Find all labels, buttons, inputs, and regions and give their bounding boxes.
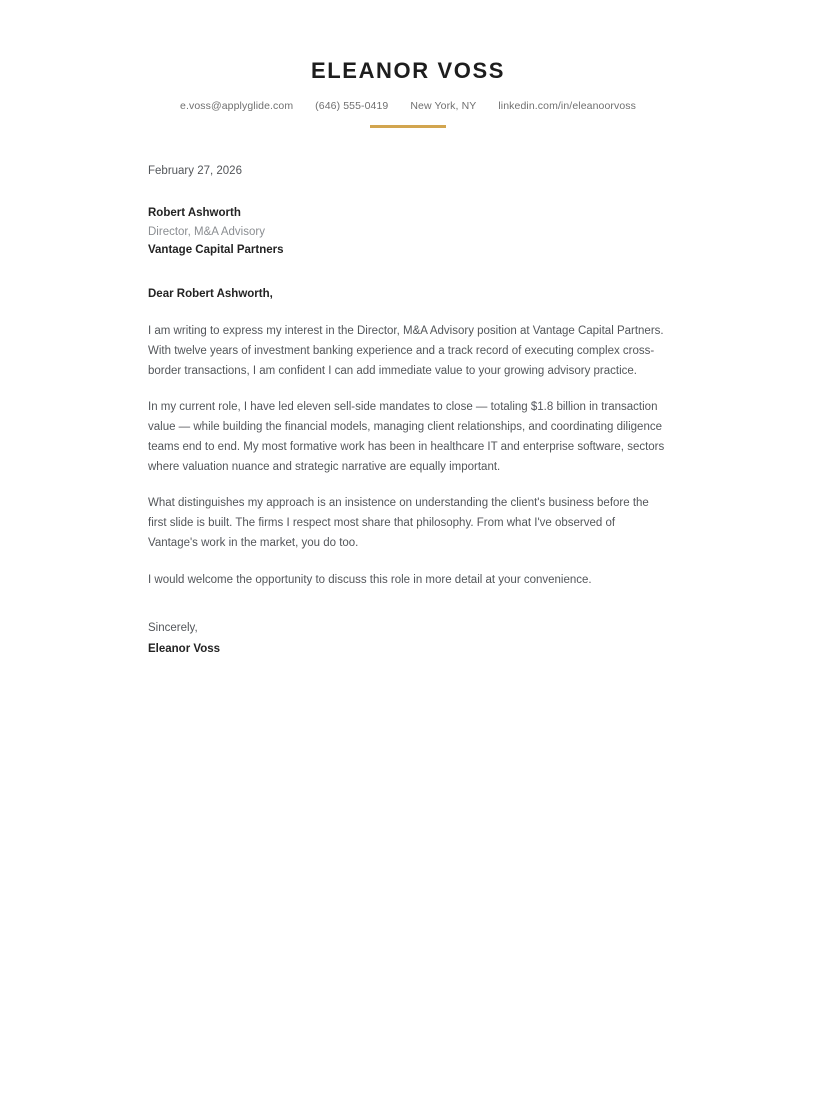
letter-paragraph: In my current role, I have led eleven sell-side mandates to close — totaling $1.8 billion in transaction value — while building the financial models, managing client relationships, and coordinating diligence teams end to end. My most formative work has been in healthcare IT and enterprise software, sectors where valuation nuance and strategic narrative are equally important. [148,401,665,473]
salutation: Dear Robert Ashworth, [148,288,273,301]
contact-linkedin[interactable]: linkedin.com/in/eleanoorvoss [498,100,636,113]
letter-date: February 27, 2026 [148,165,242,178]
letterhead [148,58,668,128]
accent-divider [370,125,446,128]
letter-paragraph: What distinguishes my approach is an insistence on understanding the client's business before the first slide is built. The firms I respect most share that philosophy. From what I've observed of Vantage's work in the market, you do too. [148,497,649,549]
contact-location: New York, NY [410,100,477,113]
contact-phone[interactable]: (646) 555-0419 [315,100,389,113]
letter-content [148,0,668,658]
recipient-company: Vantage Capital Partners [148,243,284,256]
letter-paragraph: I am writing to express my interest in the Director, M&A Advisory position at Vantage Capital Partners. With twelve years of investment banking experience and a track record of executing complex cross-border transactions, I am confident I can add immediate value to your growing advisory practice. [148,325,664,377]
recipient-block [148,204,668,259]
contact-email[interactable]: e.voss@applyglide.com [180,100,294,113]
recipient-name: Robert Ashworth [148,207,241,220]
page-title: ELEANOR VOSS [310,58,505,83]
signature-name: Eleanor Voss [148,642,221,655]
closing-block [148,619,668,659]
recipient-title: Director, M&A Advisory [148,225,265,238]
contact-info-line [148,100,668,112]
letter-body [148,162,668,658]
closing-word: Sincerely, [148,621,198,634]
letter-paragraph: I would welcome the opportunity to discuss this role in more detail at your convenience. [148,573,592,586]
